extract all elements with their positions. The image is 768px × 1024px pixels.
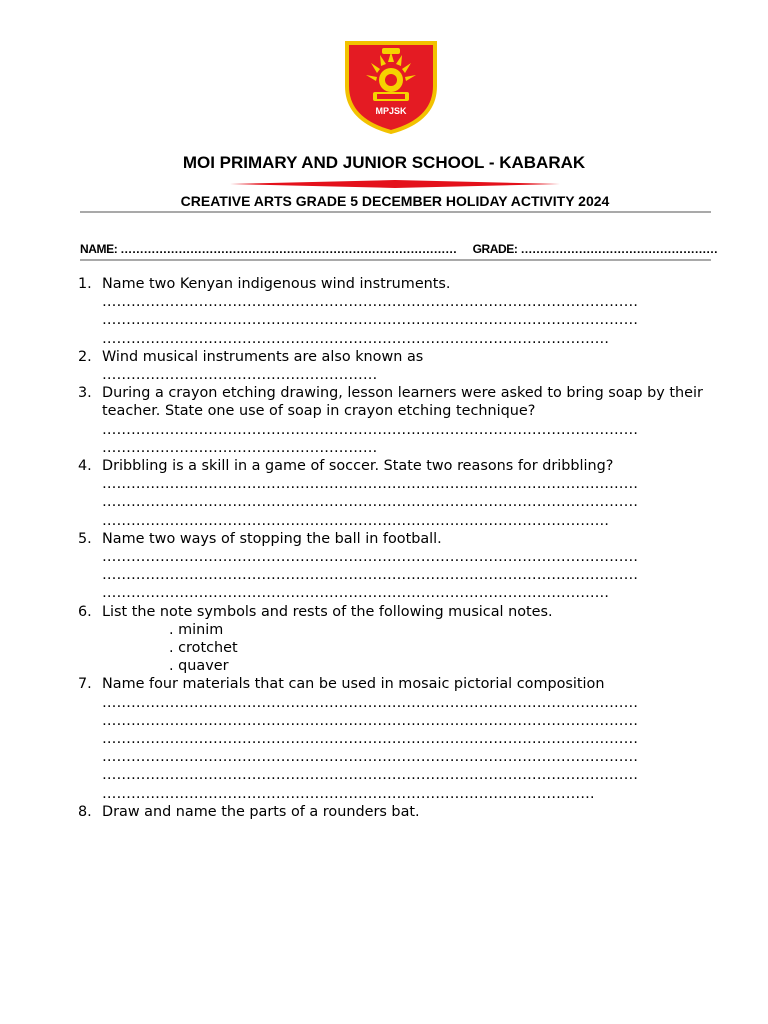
activity-title: CREATIVE ARTS GRADE 5 DECEMBER HOLIDAY ACTIVITY 2024	[180, 193, 610, 209]
question-text: Dribbling is a skill in a game of soccer. State two reasons for dribbling?	[102, 458, 614, 475]
question-text: During a crayon etching drawing, lesson learners were asked to bring soap by their teacher. State one use of soap in crayon etching technique?	[102, 385, 703, 420]
question-7: 7. Name four materials that can be used in mosaic pictorial composition ………………………………………………………………………………………………… ………………………………………………………………………………………………… ………………………………………………………………………………………………… ………………………………………………………………………………………………… ………………………………………………………………………………………………… …………………………………………………………………………………………	[78, 675, 708, 802]
note-item-crotchet: . crotchet	[169, 640, 238, 657]
note-item-minim: . minim	[169, 621, 224, 638]
name-blank[interactable]: ……………………………………………………………………………	[120, 242, 457, 256]
question-text: List the note symbols and rests of the following musical notes.	[102, 603, 553, 620]
answer-line[interactable]: …………………………………………………………………………………………………	[102, 476, 639, 493]
question-4: 4. Dribbling is a skill in a game of soccer. State two reasons for dribbling? ………………………………………………………………………………………………… ………………………………………………………………………………………………… ……………………………………………………………………………………………	[78, 457, 708, 530]
question-text: Wind musical instruments are also known as	[102, 348, 424, 365]
question-text: Name four materials that can be used in mosaic pictorial composition	[102, 676, 605, 693]
student-info-row	[80, 242, 718, 256]
answer-line[interactable]: …………………………………………………	[102, 367, 378, 384]
question-1: 1. Name two Kenyan indigenous wind instruments. ………………………………………………………………………………………………… ………………………………………………………………………………………………… ……………………………………………………………………………………………	[78, 275, 708, 348]
question-text: Draw and name the parts of a rounders bat.	[102, 803, 420, 820]
question-text: Name two ways of stopping the ball in football.	[102, 530, 442, 547]
answer-line[interactable]: ……………………………………………………………………………………………	[102, 330, 610, 347]
info-rule	[80, 259, 711, 261]
answer-line[interactable]: …………………………………………………………………………………………………	[102, 767, 639, 784]
question-8: 8. Draw and name the parts of a rounders bat.	[78, 803, 708, 821]
header-rule	[80, 211, 711, 213]
answer-line[interactable]: …………………………………………………………………………………………	[102, 785, 595, 802]
school-name: MOI PRIMARY AND JUNIOR SCHOOL - KABARAK	[182, 153, 586, 172]
red-divider	[230, 180, 560, 188]
question-5: 5. Name two ways of stopping the ball in football. ………………………………………………………………………………………………… ………………………………………………………………………………………………… ……………………………………………………………………………………………	[78, 530, 708, 603]
grade-label: GRADE:	[472, 242, 518, 256]
answer-line[interactable]: …………………………………………………	[102, 439, 378, 456]
answer-line[interactable]: …………………………………………………………………………………………………	[102, 567, 639, 584]
answer-line[interactable]: …………………………………………………………………………………………………	[102, 694, 639, 711]
note-item-quaver: . quaver	[169, 658, 229, 675]
crest-motto: MPJSK	[375, 106, 407, 116]
question-list	[78, 275, 708, 821]
answer-line[interactable]: …………………………………………………………………………………………………	[102, 749, 639, 766]
answer-line[interactable]: ……………………………………………………………………………………………	[102, 585, 610, 602]
school-crest-logo	[344, 38, 438, 134]
question-text: Name two Kenyan indigenous wind instruments.	[102, 276, 451, 292]
answer-line[interactable]: …………………………………………………………………………………………………	[102, 549, 639, 566]
answer-line[interactable]: ……………………………………………………………………………………………	[102, 512, 610, 529]
answer-line[interactable]: …………………………………………………………………………………………………	[102, 712, 639, 729]
name-label: NAME:	[80, 242, 118, 256]
answer-line[interactable]: …………………………………………………………………………………………………	[102, 494, 639, 511]
answer-line[interactable]: …………………………………………………………………………………………………	[102, 312, 639, 329]
answer-line[interactable]: …………………………………………………………………………………………………	[102, 731, 639, 748]
grade-blank[interactable]: ……………………………………………	[520, 242, 718, 256]
question-3: 3. During a crayon etching drawing, lesson learners were asked to bring soap by their teacher. State one use of soap in crayon etching technique? ………………………………………………………………………………………………… …………………………………………………	[78, 384, 708, 457]
question-6: 6. List the note symbols and rests of the following musical notes. . minim . crotchet . quaver	[78, 603, 708, 676]
answer-line[interactable]: …………………………………………………………………………………………………	[102, 421, 639, 438]
question-2: 2. Wind musical instruments are also known as …………………………………………………	[78, 348, 708, 384]
answer-line[interactable]: …………………………………………………………………………………………………	[102, 294, 639, 311]
